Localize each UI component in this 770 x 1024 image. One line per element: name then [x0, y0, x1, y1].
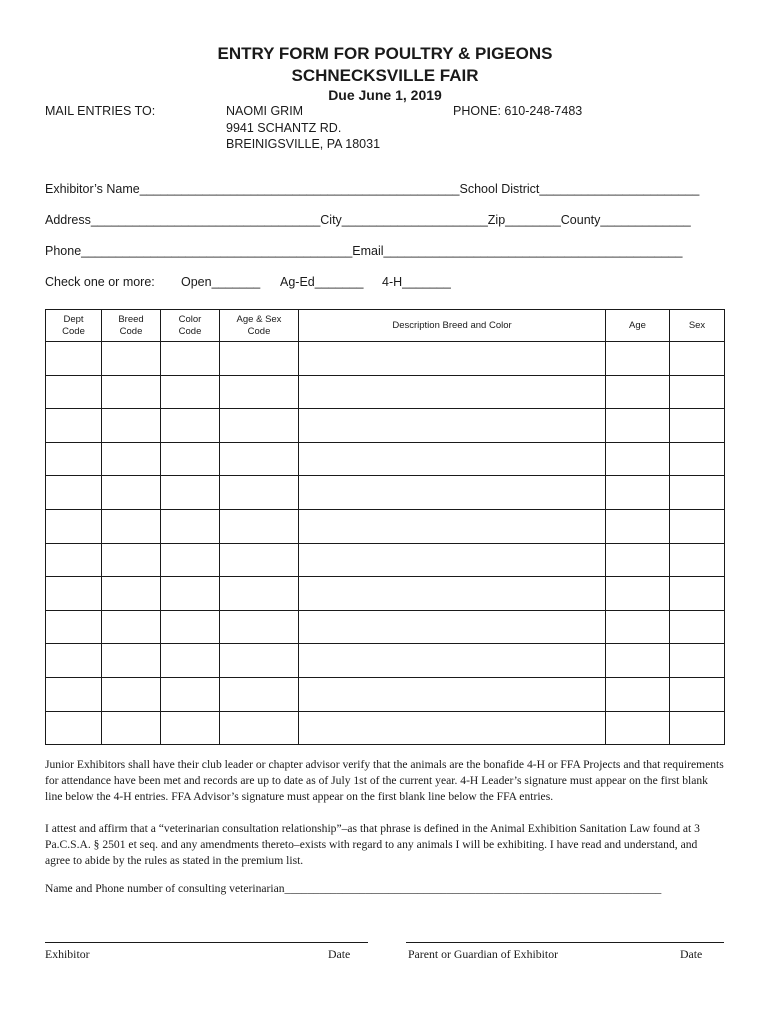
table-row: [46, 644, 725, 678]
table-row: [46, 409, 725, 443]
entry-cell-dept-code[interactable]: [46, 577, 102, 611]
entry-cell-breed-code[interactable]: [102, 476, 161, 510]
entry-cell-breed-code[interactable]: [102, 644, 161, 678]
table-row: [46, 342, 725, 376]
entry-cell-color-code[interactable]: [161, 644, 220, 678]
entry-cell-dept-code[interactable]: [46, 509, 102, 543]
entry-cell-description[interactable]: [299, 677, 606, 711]
table-row: [46, 577, 725, 611]
entry-cell-age[interactable]: [606, 476, 670, 510]
phone-email-field[interactable]: Phone_______________________________________Email___________________________________________: [45, 244, 683, 258]
entry-cell-color-code[interactable]: [161, 442, 220, 476]
header-age: Age: [606, 310, 670, 342]
entries-table: [45, 309, 725, 745]
mail-street: 9941 SCHANTZ RD.: [226, 121, 342, 135]
parent-signature-line[interactable]: [406, 942, 724, 943]
entry-cell-color-code[interactable]: [161, 409, 220, 443]
entry-cell-description[interactable]: [299, 342, 606, 376]
aged-checkbox-field[interactable]: Ag-Ed_______: [280, 275, 364, 289]
table-row: [46, 476, 725, 510]
entry-cell-age[interactable]: [606, 543, 670, 577]
exhibitor-date-label: Date: [328, 947, 351, 961]
entry-cell-color-code[interactable]: [161, 577, 220, 611]
entry-cell-color-code[interactable]: [161, 610, 220, 644]
mail-phone: PHONE: 610-248-7483: [453, 104, 583, 118]
entry-cell-age[interactable]: [606, 442, 670, 476]
entry-cell-color-code[interactable]: [161, 476, 220, 510]
entry-cell-dept-code[interactable]: [46, 442, 102, 476]
entry-cell-description[interactable]: [299, 711, 606, 745]
entry-cell-breed-code[interactable]: [102, 509, 161, 543]
open-checkbox-field[interactable]: Open_______: [181, 275, 261, 289]
entry-cell-age-sex-code[interactable]: [220, 610, 299, 644]
fourh-checkbox-field[interactable]: 4-H_______: [382, 275, 451, 289]
entry-cell-sex[interactable]: [670, 677, 725, 711]
entry-cell-age[interactable]: [606, 342, 670, 376]
entry-cell-color-code[interactable]: [161, 711, 220, 745]
entry-cell-age-sex-code[interactable]: [220, 711, 299, 745]
fair-name: SCHNECKSVILLE FAIR: [291, 66, 479, 85]
entry-cell-sex[interactable]: [670, 342, 725, 376]
attestation-note: I attest and affirm that a “veterinarian consultation relationship”–as that phrase is defined in the Animal Exhibition Sanitation Law found at 3 Pa.C.S.A. § 2501 et seq. and any amendments thereto–exists with regard to any animals I will be exhibiting. I have read and understand, and agree to abide by the rules as stated in the premium list.: [45, 822, 700, 867]
mail-name: NAOMI GRIM: [226, 104, 304, 118]
entry-cell-sex[interactable]: [670, 375, 725, 409]
entry-cell-dept-code[interactable]: [46, 644, 102, 678]
entry-cell-description[interactable]: [299, 509, 606, 543]
entry-cell-dept-code[interactable]: [46, 342, 102, 376]
mail-entries-label: MAIL ENTRIES TO:: [45, 104, 156, 118]
header-description: Description Breed and Color: [299, 310, 606, 342]
header-dept-code: Dept Code: [46, 310, 102, 342]
entry-cell-breed-code[interactable]: [102, 442, 161, 476]
entry-cell-dept-code[interactable]: [46, 543, 102, 577]
table-row: [46, 442, 725, 476]
entry-cell-age-sex-code[interactable]: [220, 375, 299, 409]
header-sex: Sex: [670, 310, 725, 342]
entry-cell-dept-code[interactable]: [46, 610, 102, 644]
entry-cell-description[interactable]: [299, 442, 606, 476]
exhibitor-label: Exhibitor: [45, 947, 90, 961]
entry-cell-breed-code[interactable]: [102, 610, 161, 644]
entry-cell-breed-code[interactable]: [102, 409, 161, 443]
entry-cell-description[interactable]: [299, 577, 606, 611]
table-row: [46, 610, 725, 644]
exhibitor-name-district-field[interactable]: Exhibitor’s Name______________________________________________School District_______________________: [45, 182, 700, 196]
entry-cell-color-code[interactable]: [161, 543, 220, 577]
entry-cell-breed-code[interactable]: [102, 711, 161, 745]
form-title: ENTRY FORM FOR POULTRY & PIGEONS: [217, 44, 553, 63]
entry-cell-age-sex-code[interactable]: [220, 644, 299, 678]
entry-cell-description[interactable]: [299, 409, 606, 443]
address-city-zip-county-field[interactable]: Address_________________________________City_____________________Zip________County_____________: [45, 213, 691, 227]
entry-cell-age[interactable]: [606, 610, 670, 644]
entry-cell-description[interactable]: [299, 644, 606, 678]
entry-cell-sex[interactable]: [670, 509, 725, 543]
table-row: [46, 543, 725, 577]
entry-cell-age[interactable]: [606, 409, 670, 443]
entry-cell-sex[interactable]: [670, 476, 725, 510]
entry-cell-age[interactable]: [606, 677, 670, 711]
table-header-row: [46, 310, 725, 342]
entry-cell-breed-code[interactable]: [102, 342, 161, 376]
entry-cell-dept-code[interactable]: [46, 711, 102, 745]
entry-cell-dept-code[interactable]: [46, 677, 102, 711]
entry-cell-color-code[interactable]: [161, 375, 220, 409]
entry-cell-age[interactable]: [606, 711, 670, 745]
entry-cell-breed-code[interactable]: [102, 577, 161, 611]
entry-cell-sex[interactable]: [670, 409, 725, 443]
exhibitor-signature-line[interactable]: [45, 942, 368, 943]
entry-cell-age[interactable]: [606, 509, 670, 543]
entry-cell-sex[interactable]: [670, 610, 725, 644]
table-row: [46, 677, 725, 711]
header-breed-code: Breed Code: [102, 310, 161, 342]
table-row: [46, 711, 725, 745]
entry-cell-description[interactable]: [299, 543, 606, 577]
entry-cell-sex[interactable]: [670, 644, 725, 678]
entry-cell-age-sex-code[interactable]: [220, 442, 299, 476]
entry-cell-breed-code[interactable]: [102, 677, 161, 711]
entry-cell-sex[interactable]: [670, 543, 725, 577]
entry-cell-age-sex-code[interactable]: [220, 409, 299, 443]
entry-cell-age[interactable]: [606, 375, 670, 409]
entry-cell-dept-code[interactable]: [46, 476, 102, 510]
entry-cell-dept-code[interactable]: [46, 375, 102, 409]
entry-cell-color-code[interactable]: [161, 509, 220, 543]
entry-cell-age-sex-code[interactable]: [220, 543, 299, 577]
entry-cell-breed-code[interactable]: [102, 543, 161, 577]
entry-cell-age[interactable]: [606, 644, 670, 678]
table-row: [46, 375, 725, 409]
header-age-sex-code: Age & Sex Code: [220, 310, 299, 342]
entry-cell-color-code[interactable]: [161, 342, 220, 376]
due-date: Due June 1, 2019: [328, 87, 442, 103]
entry-cell-sex[interactable]: [670, 577, 725, 611]
entry-cell-description[interactable]: [299, 476, 606, 510]
check-one-label: Check one or more:: [45, 275, 155, 289]
entry-cell-age-sex-code[interactable]: [220, 476, 299, 510]
veterinarian-field[interactable]: Name and Phone number of consulting veterinarian_________________________________________________________________: [45, 882, 662, 895]
entry-cell-description[interactable]: [299, 375, 606, 409]
entry-cell-age-sex-code[interactable]: [220, 577, 299, 611]
parent-date-label: Date: [680, 947, 703, 961]
entry-cell-sex[interactable]: [670, 711, 725, 745]
table-body: [46, 342, 725, 745]
mail-city: BREINIGSVILLE, PA 18031: [226, 137, 381, 151]
entry-cell-color-code[interactable]: [161, 677, 220, 711]
entry-cell-breed-code[interactable]: [102, 375, 161, 409]
entry-cell-age-sex-code[interactable]: [220, 342, 299, 376]
entry-cell-dept-code[interactable]: [46, 409, 102, 443]
entry-cell-sex[interactable]: [670, 442, 725, 476]
junior-exhibitors-note: Junior Exhibitors shall have their club leader or chapter advisor verify that the animals are the bonafide 4-H or FFA Projects and that requirements for attendance have been met and records are up to date as of July 1st of the current year. 4-H Leader’s signature must appear on the first blank line below the 4-H entries. FFA Advisor’s signature must appear on the first blank line below the FFA entries.: [45, 758, 724, 803]
entry-cell-age-sex-code[interactable]: [220, 677, 299, 711]
header-color-code: Color Code: [161, 310, 220, 342]
entry-cell-age-sex-code[interactable]: [220, 509, 299, 543]
table-row: [46, 509, 725, 543]
parent-guardian-label: Parent or Guardian of Exhibitor: [408, 947, 559, 961]
entry-cell-age[interactable]: [606, 577, 670, 611]
entry-cell-description[interactable]: [299, 610, 606, 644]
